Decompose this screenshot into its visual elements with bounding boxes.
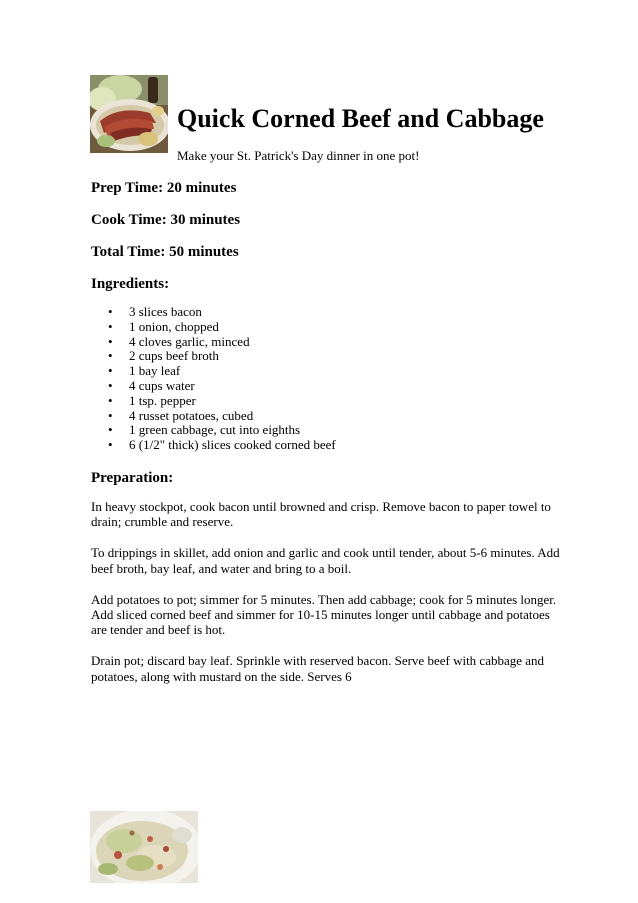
bullet: • — [108, 392, 113, 408]
ingredient-text: 6 (1/2" thick) slices cooked corned beef — [129, 437, 336, 453]
step-paragraph: In heavy stockpot, cook bacon until browned and crisp. Remove bacon to paper towel to drain; crumble and reserve. — [91, 499, 551, 530]
ingredient-text: 4 russet potatoes, cubed — [129, 407, 254, 423]
list-item — [91, 335, 336, 350]
cabbage-dish-photo — [90, 811, 198, 883]
preparation-steps — [91, 499, 561, 700]
bullet: • — [108, 348, 113, 364]
list-item — [91, 349, 336, 364]
bullet: • — [108, 318, 113, 334]
ingredient-text: 2 cups beef broth — [129, 348, 219, 364]
ingredients-list — [91, 305, 336, 453]
corned-beef-photo-graphic — [90, 75, 168, 153]
ingredient-text: 1 onion, chopped — [129, 318, 219, 334]
bullet: • — [108, 377, 113, 393]
step-paragraph: Add potatoes to pot; simmer for 5 minutes. Then add cabbage; cook for 5 minutes longer. Add sliced corned beef and simmer for 10-15 minutes longer until cabbage and potatoes are tender and beef is hot. — [91, 591, 557, 638]
ingredient-text: 1 bay leaf — [129, 363, 181, 379]
bullet: • — [108, 333, 113, 349]
list-item — [91, 438, 336, 453]
bullet: • — [108, 304, 113, 319]
ingredients-heading: Ingredients: — [91, 276, 170, 292]
step-paragraph: To drippings in skillet, add onion and garlic and cook until tender, about 5-6 minutes. Add beef broth, bay leaf, and water and bring to a boil. — [91, 545, 560, 576]
bullet: • — [108, 363, 113, 379]
list-item — [91, 409, 336, 424]
recipe-title: Quick Corned Beef and Cabbage — [177, 104, 544, 133]
list-item — [91, 320, 336, 335]
ingredient-text: 4 cloves garlic, minced — [129, 333, 250, 349]
step-paragraph: Drain pot; discard bay leaf. Sprinkle with reserved bacon. Serve beef with cabbage and potatoes, along with mustard on the side. Serves 6 — [91, 653, 545, 684]
total-time: Total Time: 50 minutes — [91, 244, 239, 260]
recipe-subtitle: Make your St. Patrick's Day dinner in one pot! — [177, 148, 420, 163]
ingredient-text: 1 tsp. pepper — [129, 392, 196, 408]
corned-beef-photo — [90, 75, 168, 153]
list-item — [91, 364, 336, 379]
bullet: • — [108, 407, 113, 423]
list-item — [91, 423, 336, 438]
list-item — [91, 305, 336, 320]
bullet: • — [108, 437, 113, 453]
prep-time: Prep Time: 20 minutes — [91, 180, 237, 196]
cabbage-dish-photo-graphic — [90, 811, 198, 883]
ingredient-text: 3 slices bacon — [129, 304, 202, 319]
list-item — [91, 379, 336, 394]
bullet: • — [108, 422, 113, 438]
cook-time: Cook Time: 30 minutes — [91, 212, 241, 228]
ingredient-text: 1 green cabbage, cut into eighths — [129, 422, 301, 438]
list-item — [91, 394, 336, 409]
ingredient-text: 4 cups water — [129, 377, 195, 393]
preparation-heading: Preparation: — [91, 470, 174, 486]
